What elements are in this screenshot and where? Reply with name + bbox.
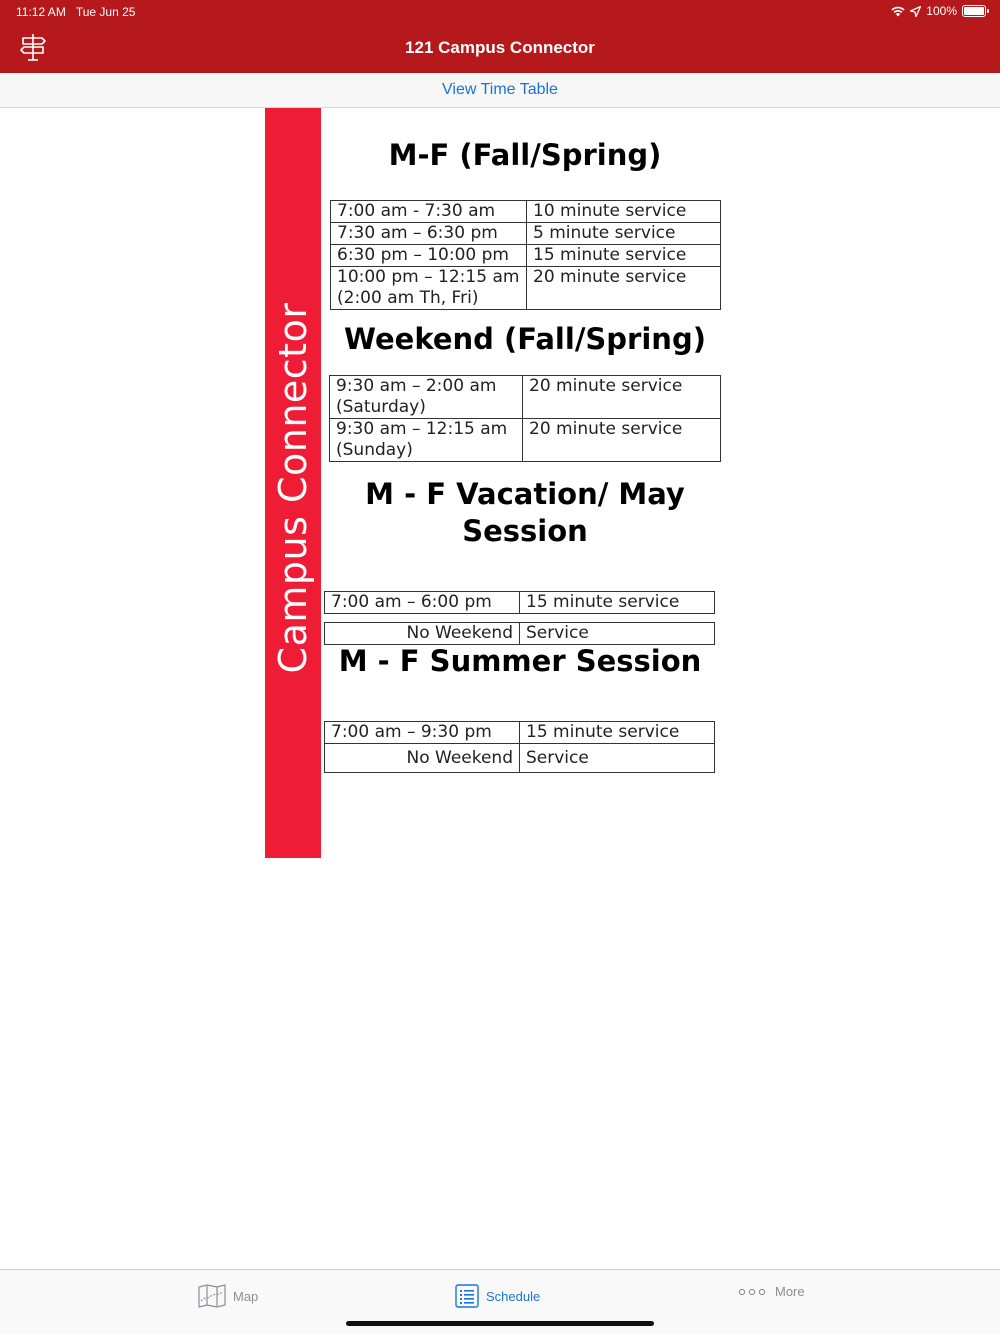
section-title: Weekend (Fall/Spring) [344, 322, 706, 356]
table-row [330, 376, 721, 419]
table-cell: No Weekend [325, 744, 520, 773]
tab-map[interactable] [198, 1284, 258, 1308]
battery-percent: 100% [926, 4, 957, 18]
schedule-table [324, 721, 715, 773]
table-cell: 20 minute service [523, 376, 721, 419]
table-row [331, 267, 721, 310]
table-row [325, 592, 715, 614]
table-row [331, 201, 721, 223]
page-title: 121 Campus Connector [405, 38, 595, 57]
table-cell: 7:00 am – 9:30 pm [325, 722, 520, 744]
table-cell: 9:30 am – 2:00 am (Saturday) [330, 376, 523, 419]
table-row [325, 623, 715, 645]
route-side-banner [265, 108, 321, 858]
status-clock: 11:12 AM [16, 5, 66, 19]
section-title: M - F Vacation/ May Session [365, 477, 685, 548]
section-title: M-F (Fall/Spring) [388, 138, 662, 172]
schedule-list-icon [455, 1284, 479, 1308]
more-dots-icon [738, 1288, 768, 1296]
tab-more[interactable] [738, 1284, 805, 1299]
table-cell: 10 minute service [527, 201, 721, 223]
table-cell: No Weekend [325, 623, 520, 645]
tab-label: Map [233, 1288, 259, 1304]
table-cell: 9:30 am – 12:15 am (Sunday) [330, 419, 523, 462]
table-cell: 10:00 pm – 12:15 am (2:00 am Th, Fri) [331, 267, 527, 310]
table-cell: 20 minute service [527, 267, 721, 310]
wifi-icon [891, 6, 905, 17]
table-row [325, 722, 715, 744]
table-cell: 5 minute service [527, 223, 721, 245]
section-title: M - F Summer Session [338, 644, 702, 678]
table-row [331, 223, 721, 245]
table-cell: Service [520, 744, 715, 773]
table-row [331, 245, 721, 267]
location-arrow-icon [910, 6, 921, 17]
table-cell: 15 minute service [520, 722, 715, 744]
tab-label: More [775, 1284, 805, 1299]
table-cell: Service [520, 623, 715, 645]
tab-schedule[interactable] [455, 1284, 540, 1308]
map-icon [198, 1284, 226, 1308]
view-time-table-link[interactable]: View Time Table [442, 81, 558, 98]
route-side-label: Campus Connector [271, 302, 315, 674]
top-header [0, 0, 1000, 73]
status-time [16, 5, 135, 19]
schedule-image [265, 108, 735, 858]
table-cell: 7:30 am – 6:30 pm [331, 223, 527, 245]
table-cell: 15 minute service [520, 592, 715, 614]
home-indicator [346, 1321, 654, 1326]
table-cell: 20 minute service [523, 419, 721, 462]
table-cell: 7:00 am – 6:00 pm [325, 592, 520, 614]
table-row [325, 744, 715, 773]
schedule-table [324, 622, 715, 645]
tab-label: Schedule [486, 1288, 541, 1304]
view-toggle-bar [0, 73, 1000, 108]
table-cell: 7:00 am - 7:30 am [331, 201, 527, 223]
status-indicators [891, 4, 986, 18]
status-date: Tue Jun 25 [75, 5, 136, 19]
schedule-table [329, 375, 721, 462]
table-cell: 15 minute service [527, 245, 721, 267]
table-row [330, 419, 721, 462]
schedule-table [330, 200, 721, 310]
battery-icon [962, 5, 986, 17]
schedule-table [324, 591, 715, 614]
table-cell: 6:30 pm – 10:00 pm [331, 245, 527, 267]
